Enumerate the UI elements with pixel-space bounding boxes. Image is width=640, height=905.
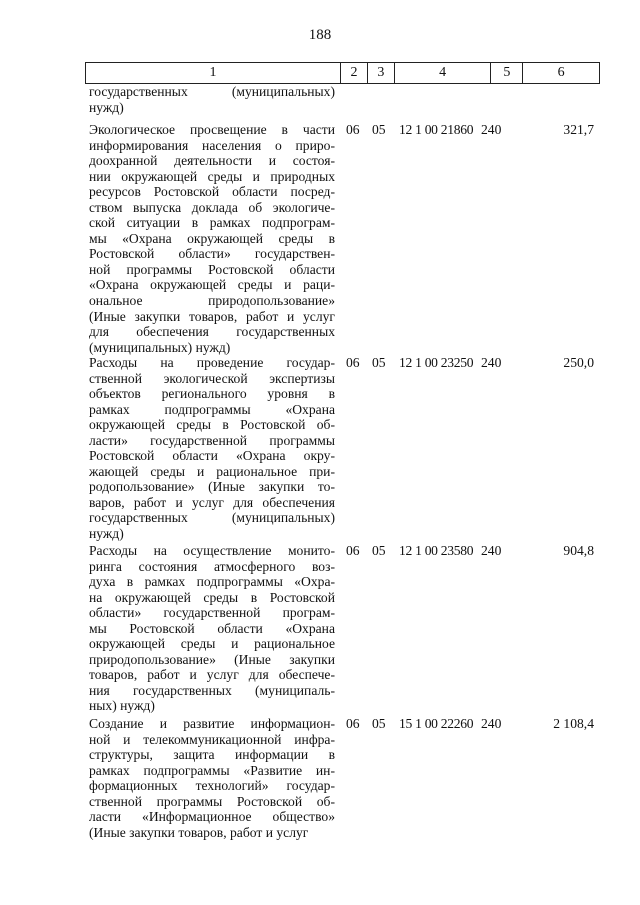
description-line: жающей среды и рациональное при-: [89, 463, 335, 479]
description-line: ной и телекоммуникационной инфра-: [89, 731, 335, 747]
description-line: ния государственных (муниципаль-: [89, 682, 335, 698]
header-col-5: 5: [491, 63, 523, 83]
header-col-6: 6: [557, 65, 565, 80]
row-amount: 250,0: [563, 355, 594, 370]
row-subsection: 05: [372, 716, 386, 731]
description-line: ональное природопользование»: [89, 293, 335, 309]
row-amount: 904,8: [563, 543, 594, 558]
table-header: [85, 62, 600, 84]
description-line: ласти» государственной программы: [89, 432, 335, 448]
description-line: Ростовской области» государствен-: [89, 246, 335, 262]
header-col-2: 2: [341, 63, 368, 83]
description-line: Ростовской области «Охрана окру-: [89, 448, 335, 464]
row-amount: 321,7: [563, 122, 594, 137]
row-section: 06: [346, 122, 360, 137]
description-line: ственной экологической экспертизы: [89, 370, 335, 386]
description-line: природопользование» (Иные закупки: [89, 651, 335, 667]
description-line: информирования населения о приро-: [89, 137, 335, 153]
description-line: ством выпуска доклада об экологиче-: [89, 199, 335, 215]
description-line: для обеспечения государственных: [89, 324, 335, 340]
description-line: родопользование» (Иные закупки то-: [89, 479, 335, 495]
description-line: государственных (муниципальных): [89, 510, 335, 526]
description-line: окружающей среды в Ростовской об-: [89, 417, 335, 433]
description-line: (муниципальных) нужд): [89, 339, 231, 355]
description-line: ственной программы Ростовской об-: [89, 793, 335, 809]
row-description: [89, 543, 335, 714]
description-line: нии окружающей среды и природных: [89, 168, 335, 184]
row-expense-type: 240: [481, 543, 502, 558]
description-line: Создание и развитие информацион-: [89, 716, 335, 731]
description-line: формационных технологий» государ-: [89, 778, 335, 794]
description-line: ных) нужд): [89, 698, 155, 714]
description-line: ной программы Ростовской области: [89, 261, 335, 277]
row-target-article: 12 1 00 23580: [399, 543, 474, 558]
row-section: 06: [346, 716, 360, 731]
description-line: духа в рамках подпрограммы «Охра-: [89, 574, 335, 590]
description-line: объектов регионального уровня в: [89, 386, 335, 402]
description-line: рамках подпрограммы «Охрана: [89, 401, 335, 417]
continuation-text: [89, 84, 335, 115]
description-line: доохранной деятельности и состоя-: [89, 153, 335, 169]
row-subsection: 05: [372, 122, 386, 137]
description-line: ской ситуации в рамках подпрограм-: [89, 215, 335, 231]
description-line: «Охрана окружающей среды и раци-: [89, 277, 335, 293]
description-line: рамках подпрограммы «Развитие ин-: [89, 762, 335, 778]
row-amount: 2 108,4: [553, 716, 594, 731]
description-line: ресурсов Ростовской области посред-: [89, 184, 335, 200]
description-line: окружающей среды и рациональное: [89, 636, 335, 652]
row-expense-type: 240: [481, 355, 502, 370]
row-target-article: 12 1 00 23250: [399, 355, 474, 370]
page-number: 188: [308, 27, 332, 43]
header-col-3: 3: [368, 63, 395, 83]
header-col-1: 1: [86, 63, 341, 83]
row-section: 06: [346, 543, 360, 558]
description-line: (Иные закупки товаров, работ и услуг: [89, 824, 309, 840]
description-line: нужд): [89, 526, 124, 542]
description-line: варов, работ и услуг для обеспечения: [89, 494, 335, 510]
row-target-article: 15 1 00 22260: [399, 716, 474, 731]
description-line: мы «Охрана окружающей среды в: [89, 230, 335, 246]
description-line: Экологическое просвещение в части: [89, 122, 335, 137]
row-subsection: 05: [372, 355, 386, 370]
description-line: Расходы на осуществление монито-: [89, 543, 335, 558]
description-line: (Иные закупки товаров, работ и услуг: [89, 308, 335, 324]
continuation-line: нужд): [89, 99, 124, 115]
row-target-article: 12 1 00 21860: [399, 122, 474, 137]
description-line: на окружающей среды в Ростовской: [89, 589, 335, 605]
header-col-4: 4: [395, 63, 492, 83]
row-section: 06: [346, 355, 360, 370]
row-expense-type: 240: [481, 716, 502, 731]
description-line: мы Ростовской области «Охрана: [89, 620, 335, 636]
row-description: [89, 716, 335, 840]
row-expense-type: 240: [481, 122, 502, 137]
description-line: ринга состояния атмосферного воз-: [89, 558, 335, 574]
description-line: ласти «Информационное общество»: [89, 809, 335, 825]
row-subsection: 05: [372, 543, 386, 558]
description-line: товаров, работ и услуг для обеспече-: [89, 667, 335, 683]
continuation-line: государственных (муниципальных): [89, 84, 335, 99]
description-line: области» государственной програм-: [89, 605, 335, 621]
row-description: [89, 122, 335, 355]
row-description: [89, 355, 335, 542]
description-line: структуры, защита информации в: [89, 747, 335, 763]
description-line: Расходы на проведение государ-: [89, 355, 335, 370]
